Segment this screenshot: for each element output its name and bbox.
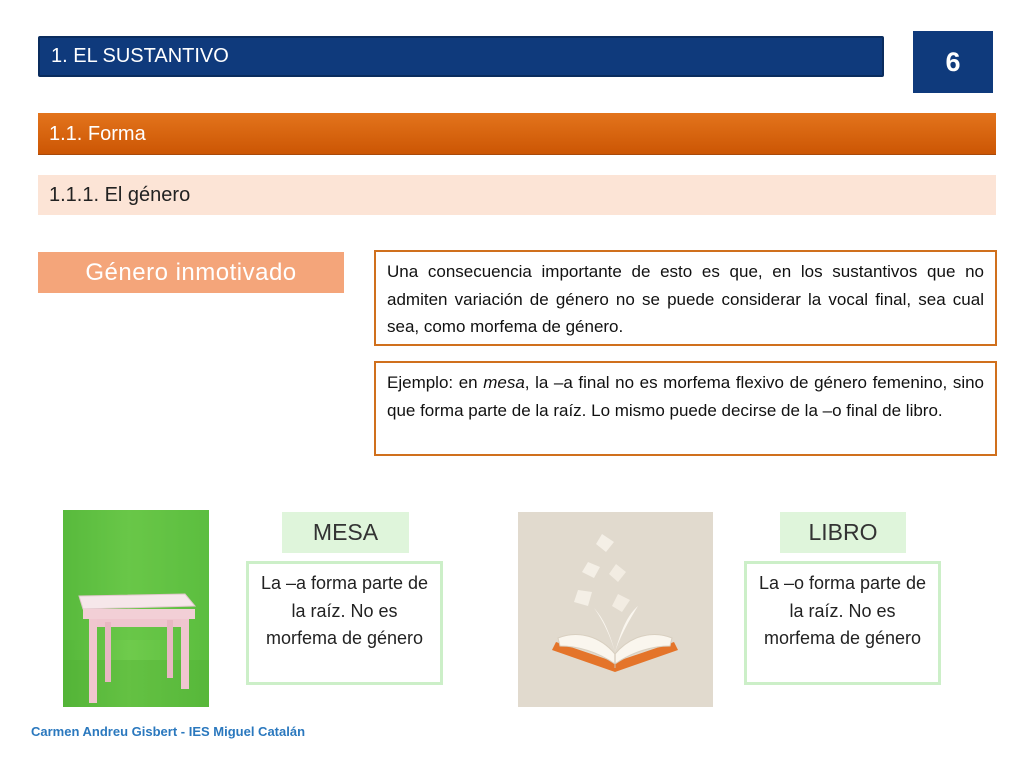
section-heading	[38, 113, 996, 155]
subsection-heading	[38, 175, 996, 215]
book-image	[518, 512, 713, 707]
example-prefix: Ejemplo: en	[387, 373, 484, 392]
mesa-note-box	[246, 561, 443, 685]
page-number: 6	[913, 31, 993, 93]
table-image	[63, 510, 209, 707]
concept-label: Género inmotivado	[38, 252, 344, 293]
consequence-text-box	[374, 250, 997, 346]
mesa-note: La –a forma parte de la raíz. No es morfema de género	[260, 573, 429, 648]
libro-note-box	[744, 561, 941, 685]
footer-credit: Carmen Andreu Gisbert - IES Miguel Catalán	[31, 724, 306, 739]
slide-title-bar	[38, 36, 884, 77]
mesa-label: MESA	[282, 512, 409, 553]
libro-note: La –o forma parte de la raíz. No es morfema de género	[758, 573, 927, 648]
libro-label: LIBRO	[780, 512, 906, 553]
example-text-box	[374, 361, 997, 456]
table-illustration	[63, 510, 209, 707]
example-suffix: , la –a final no es morfema flexivo de género femenino, sino que forma parte de la raíz. Lo mismo puede decirse de la –o final de libro.	[387, 373, 985, 420]
section-title: 1.1. Forma	[49, 123, 146, 145]
consequence-text: Una consecuencia importante de esto es que, en los sustantivos que no admiten variación de género no se puede considerar la vocal final, sea cual sea, como morfema de género.	[387, 262, 984, 336]
example-word: mesa	[483, 373, 525, 392]
book-illustration	[518, 512, 713, 707]
slide-title: 1. EL SUSTANTIVO	[51, 45, 229, 67]
subsection-title: 1.1.1. El género	[49, 184, 191, 206]
